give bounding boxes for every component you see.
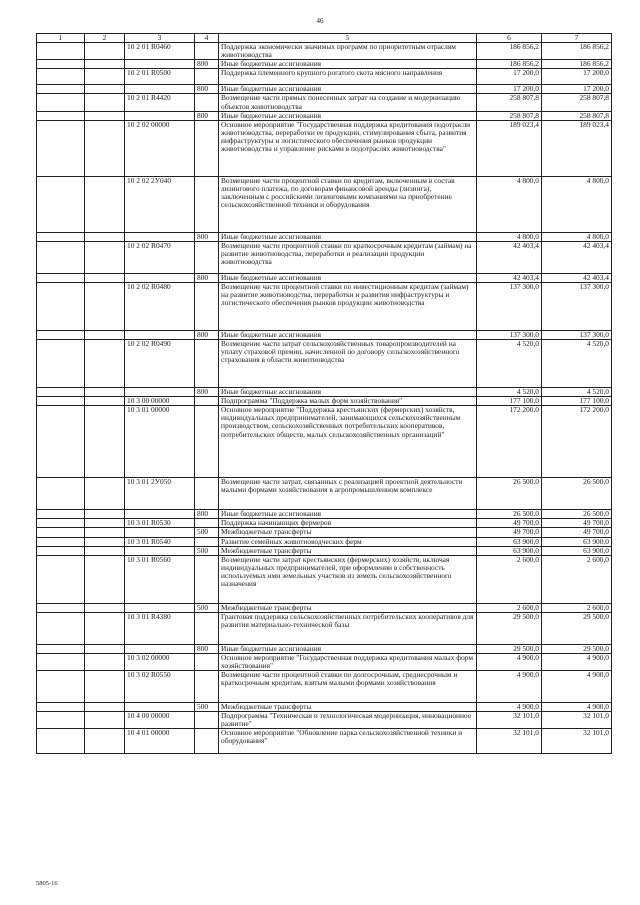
table-row [37,60,612,69]
col2-cell [85,555,125,603]
col1-cell [37,111,85,120]
amount-6-cell: 49 700,0 [477,528,542,537]
col1-cell [37,273,85,282]
code-cell: 10 3 01 R4380 [125,612,195,644]
col2-cell [85,519,125,528]
code-cell [125,111,195,120]
vid-cell [195,555,219,603]
table-row [37,537,612,546]
col2-cell [85,232,125,241]
table-row [37,273,612,282]
code-cell: 10 4 00 00000 [125,712,195,729]
amount-7-cell: 42 403,4 [542,273,612,282]
name-cell: Иные бюджетные ассигнования [219,273,477,282]
table-row [37,111,612,120]
table-row [37,729,612,754]
col1-cell [37,644,85,653]
col2-cell [85,510,125,519]
name-cell: Поддержка начинающих фермеров [219,519,477,528]
name-cell: Развитие семейных животноводческих ферм [219,537,477,546]
vid-cell: 500 [195,528,219,537]
amount-7-cell: 4 900,0 [542,653,612,670]
table-row [37,43,612,60]
amount-6-cell: 42 403,4 [477,273,542,282]
name-cell: Возмещение части затрат крестьянских (фермерских) хозяйств, включая индивидуальных предпринимателей, при оформлении в собственность используемых ими земельных участков из земель сельскохозяйственного назначения [219,555,477,603]
name-cell: Поддержка экономически значимых программ по приоритетным отраслям животноводства [219,43,477,60]
vid-cell [195,653,219,670]
code-cell: 10 2 01 R0460 [125,43,195,60]
col1-cell [37,176,85,232]
table-row [37,120,612,176]
col1-cell [37,671,85,703]
col-header: 3 [125,34,195,43]
amount-7-cell: 137 300,0 [542,330,612,339]
vid-cell [195,340,219,388]
vid-cell [195,69,219,85]
amount-7-cell: 172 200,0 [542,406,612,478]
vid-cell [195,120,219,176]
amount-6-cell: 32 101,0 [477,712,542,729]
code-cell: 10 3 02 00000 [125,653,195,670]
name-cell: Возмещение части затрат сельскохозяйственных товаропроизводителей на уплату страховой премии, начисленной по договору сельскохозяйственного страхования в области животноводства [219,340,477,388]
code-cell: 10 3 01 R0540 [125,537,195,546]
table-row [37,232,612,241]
code-cell: 10 2 01 R4420 [125,94,195,111]
col-header: 2 [85,34,125,43]
name-cell: Возмещение части прямых понесенных затрат на создание и модернизацию объектов животноводства [219,94,477,111]
col2-cell [85,528,125,537]
col2-cell [85,397,125,406]
name-cell: Иные бюджетные ассигнования [219,60,477,69]
amount-7-cell: 177 100,0 [542,397,612,406]
amount-7-cell: 32 101,0 [542,729,612,754]
amount-6-cell: 4 520,0 [477,388,542,397]
code-cell [125,60,195,69]
col-header: 4 [195,34,219,43]
col1-cell [37,397,85,406]
amount-6-cell: 4 520,0 [477,340,542,388]
vid-cell: 800 [195,388,219,397]
col2-cell [85,94,125,111]
name-cell: Возмещение части процентной ставки по инвестиционным кредитам (займам) на развитие животноводства, переработки и развития инфраструктуры и логистического обеспечения рынков продукции животноводства [219,282,477,330]
amount-7-cell: 29 500,0 [542,612,612,644]
amount-6-cell: 4 900,0 [477,703,542,712]
code-cell: 10 2 02 2У040 [125,176,195,232]
col2-cell [85,406,125,478]
amount-6-cell: 4 800,0 [477,176,542,232]
amount-7-cell: 4 900,0 [542,703,612,712]
amount-6-cell: 4 800,0 [477,232,542,241]
vid-cell: 800 [195,644,219,653]
col2-cell [85,729,125,754]
col1-cell [37,330,85,339]
name-cell: Возмещение части процентной ставки по долгосрочным, среднесрочным и краткосрочным кредитам, взятым малыми формами хозяйствования [219,671,477,703]
table-row [37,546,612,555]
amount-7-cell: 63 900,0 [542,537,612,546]
amount-6-cell: 2 600,0 [477,603,542,612]
col2-cell [85,111,125,120]
code-cell [125,232,195,241]
table-row [37,282,612,330]
col1-cell [37,340,85,388]
code-cell: 10 3 01 R0560 [125,555,195,603]
name-cell: Межбюджетные трансферты [219,528,477,537]
vid-cell [195,712,219,729]
amount-7-cell: 4 800,0 [542,232,612,241]
code-cell [125,603,195,612]
col2-cell [85,537,125,546]
table-row [37,528,612,537]
table-row [37,612,612,644]
vid-cell [195,671,219,703]
col-header: 6 [477,34,542,43]
name-cell: Подпрограмма "Поддержка малых форм хозяйствования" [219,397,477,406]
table-row [37,510,612,519]
amount-7-cell: 186 856,2 [542,60,612,69]
name-cell: Возмещение части процентной ставки по кредитам, включенным в состав лизингового платежа, по договорам финансовой аренды (лизинга), заключенным с российскими лизинговыми компаниями на приобретение сельскохозяйственной техники и оборудования [219,176,477,232]
vid-cell: 800 [195,232,219,241]
col-header: 1 [37,34,85,43]
amount-7-cell: 49 700,0 [542,528,612,537]
code-cell: 10 3 02 R0550 [125,671,195,703]
amount-7-cell: 29 500,0 [542,644,612,653]
table-row [37,555,612,603]
col2-cell [85,340,125,388]
col2-cell [85,703,125,712]
code-cell [125,644,195,653]
col1-cell [37,69,85,85]
col1-cell [37,120,85,176]
col2-cell [85,546,125,555]
amount-6-cell: 29 500,0 [477,612,542,644]
vid-cell: 500 [195,546,219,555]
amount-7-cell: 42 403,4 [542,241,612,273]
col2-cell [85,653,125,670]
col2-cell [85,241,125,273]
vid-cell [195,43,219,60]
name-cell: Иные бюджетные ассигнования [219,388,477,397]
col2-cell [85,69,125,85]
amount-6-cell: 4 900,0 [477,653,542,670]
amount-7-cell: 4 800,0 [542,176,612,232]
col1-cell [37,60,85,69]
table-row [37,69,612,85]
amount-7-cell: 258 807,8 [542,111,612,120]
name-cell: Межбюджетные трансферты [219,546,477,555]
col2-cell [85,85,125,94]
name-cell: Иные бюджетные ассигнования [219,232,477,241]
amount-7-cell: 17 200,0 [542,85,612,94]
table-row [37,671,612,703]
amount-6-cell: 186 856,2 [477,43,542,60]
amount-7-cell: 189 023,4 [542,120,612,176]
col1-cell [37,653,85,670]
col2-cell [85,478,125,510]
code-cell [125,546,195,555]
budget-table [36,33,612,754]
amount-7-cell: 49 700,0 [542,519,612,528]
name-cell: Основное мероприятие "Государственная поддержка кредитования подотрасли животноводства, переработки ее продукции, стимулирования сбыта, развития инфраструктуры и логистического обеспечения рынков продукции животноводства и управление рисками в подотраслях животноводства" [219,120,477,176]
code-cell [125,388,195,397]
code-cell [125,510,195,519]
col2-cell [85,60,125,69]
col1-cell [37,94,85,111]
table-row [37,94,612,111]
col1-cell [37,241,85,273]
amount-7-cell: 258 807,8 [542,94,612,111]
vid-cell: 800 [195,111,219,120]
vid-cell: 500 [195,603,219,612]
amount-7-cell: 17 200,0 [542,69,612,85]
table-row [37,85,612,94]
col1-cell [37,388,85,397]
code-cell [125,85,195,94]
name-cell: Грантовая поддержка сельскохозяйственных потребительских кооперативов для развития материально-технической базы [219,612,477,644]
col1-cell [37,555,85,603]
col1-cell [37,612,85,644]
code-cell: 10 3 01 00000 [125,406,195,478]
col1-cell [37,406,85,478]
name-cell: Основное мероприятие "Поддержка крестьянских (фермерских) хозяйств, индивидуальных предпринимателей, занимающихся сельскохозяйственным производством, сельскохозяйственных потребительских кооперативов, потребительских обществ, малых сельскохозяйственных организаций" [219,406,477,478]
amount-6-cell: 189 023,4 [477,120,542,176]
col2-cell [85,120,125,176]
vid-cell [195,282,219,330]
table-row [37,406,612,478]
code-cell [125,273,195,282]
name-cell: Возмещение части затрат, связанных с реализацией проектной деятельности малыми формами хозяйствования в агропромышленном комплексе [219,478,477,510]
header-row [37,34,612,43]
amount-7-cell: 4 520,0 [542,340,612,388]
code-cell [125,528,195,537]
col1-cell [37,478,85,510]
vid-cell [195,176,219,232]
code-cell: 10 3 00 00000 [125,397,195,406]
amount-6-cell: 29 500,0 [477,644,542,653]
vid-cell [195,612,219,644]
col1-cell [37,603,85,612]
col2-cell [85,330,125,339]
col2-cell [85,612,125,644]
amount-6-cell: 177 100,0 [477,397,542,406]
amount-7-cell: 2 600,0 [542,603,612,612]
vid-cell [195,406,219,478]
page-number: 46 [316,17,324,25]
amount-6-cell: 4 900,0 [477,671,542,703]
amount-6-cell: 2 600,0 [477,555,542,603]
col2-cell [85,644,125,653]
code-cell: 10 2 01 R0500 [125,69,195,85]
col-header: 7 [542,34,612,43]
vid-cell: 800 [195,85,219,94]
amount-6-cell: 137 300,0 [477,330,542,339]
code-cell: 10 2 02 R0490 [125,340,195,388]
vid-cell [195,241,219,273]
amount-6-cell: 17 200,0 [477,69,542,85]
name-cell: Иные бюджетные ассигнования [219,330,477,339]
amount-6-cell: 258 807,8 [477,94,542,111]
name-cell: Основное мероприятие "Обновление парка сельскохозяйственной техники и оборудования" [219,729,477,754]
amount-6-cell: 258 807,8 [477,111,542,120]
vid-cell: 800 [195,510,219,519]
col1-cell [37,43,85,60]
name-cell: Иные бюджетные ассигнования [219,85,477,94]
name-cell: Возмещение части процентной ставки по краткосрочным кредитам (займам) на развитие животноводства, переработки и реализации продукции животноводства [219,241,477,273]
code-cell: 10 3 01 R0530 [125,519,195,528]
vid-cell [195,397,219,406]
code-cell [125,330,195,339]
vid-cell: 800 [195,273,219,282]
amount-6-cell: 172 200,0 [477,406,542,478]
table-row [37,653,612,670]
vid-cell: 800 [195,60,219,69]
vid-cell [195,94,219,111]
name-cell: Поддержка племенного крупного рогатого скота мясного направления [219,69,477,85]
col1-cell [37,729,85,754]
name-cell: Межбюджетные трансферты [219,603,477,612]
amount-7-cell: 63 900,0 [542,546,612,555]
code-cell: 10 2 02 R0470 [125,241,195,273]
amount-6-cell: 63 900,0 [477,537,542,546]
col1-cell [37,537,85,546]
col2-cell [85,712,125,729]
amount-7-cell: 26 500,0 [542,510,612,519]
amount-7-cell: 4 520,0 [542,388,612,397]
amount-7-cell: 2 600,0 [542,555,612,603]
amount-7-cell: 26 500,0 [542,478,612,510]
code-cell: 10 2 02 R0480 [125,282,195,330]
vid-cell [195,537,219,546]
amount-7-cell: 32 101,0 [542,712,612,729]
code-cell: 10 2 02 00000 [125,120,195,176]
col2-cell [85,603,125,612]
col1-cell [37,232,85,241]
col2-cell [85,43,125,60]
amount-7-cell: 137 300,0 [542,282,612,330]
footer-code: 5805-16 [36,880,58,887]
table-row [37,644,612,653]
name-cell: Межбюджетные трансферты [219,703,477,712]
table-row [37,603,612,612]
code-cell: 10 4 01 00000 [125,729,195,754]
table-row [37,241,612,273]
amount-6-cell: 42 403,4 [477,241,542,273]
vid-cell: 800 [195,330,219,339]
amount-6-cell: 49 700,0 [477,519,542,528]
table-row [37,712,612,729]
vid-cell [195,519,219,528]
col1-cell [37,528,85,537]
col2-cell [85,388,125,397]
amount-6-cell: 17 200,0 [477,85,542,94]
table-row [37,340,612,388]
col2-cell [85,273,125,282]
name-cell: Основное мероприятие "Государственная поддержка кредитования малых форм хозяйствования" [219,653,477,670]
col1-cell [37,85,85,94]
amount-7-cell: 4 900,0 [542,671,612,703]
col1-cell [37,546,85,555]
col1-cell [37,282,85,330]
name-cell: Иные бюджетные ассигнования [219,510,477,519]
table-row [37,519,612,528]
amount-6-cell: 186 856,2 [477,60,542,69]
amount-6-cell: 63 900,0 [477,546,542,555]
amount-7-cell: 186 856,2 [542,43,612,60]
name-cell: Подпрограмма "Техническая и технологическая модернизация, инновационное развитие" [219,712,477,729]
amount-6-cell: 137 300,0 [477,282,542,330]
table-row [37,388,612,397]
col1-cell [37,703,85,712]
vid-cell [195,478,219,510]
name-cell: Иные бюджетные ассигнования [219,644,477,653]
table-row [37,330,612,339]
col2-cell [85,282,125,330]
col1-cell [37,519,85,528]
amount-6-cell: 26 500,0 [477,510,542,519]
vid-cell [195,729,219,754]
amount-6-cell: 26 500,0 [477,478,542,510]
col1-cell [37,712,85,729]
code-cell [125,703,195,712]
code-cell: 10 3 01 2У050 [125,478,195,510]
col1-cell [37,510,85,519]
col2-cell [85,176,125,232]
table-row [37,478,612,510]
table-row [37,703,612,712]
amount-6-cell: 32 101,0 [477,729,542,754]
name-cell: Иные бюджетные ассигнования [219,111,477,120]
col-header: 5 [219,34,477,43]
vid-cell: 500 [195,703,219,712]
table-row [37,176,612,232]
table-row [37,397,612,406]
col2-cell [85,671,125,703]
